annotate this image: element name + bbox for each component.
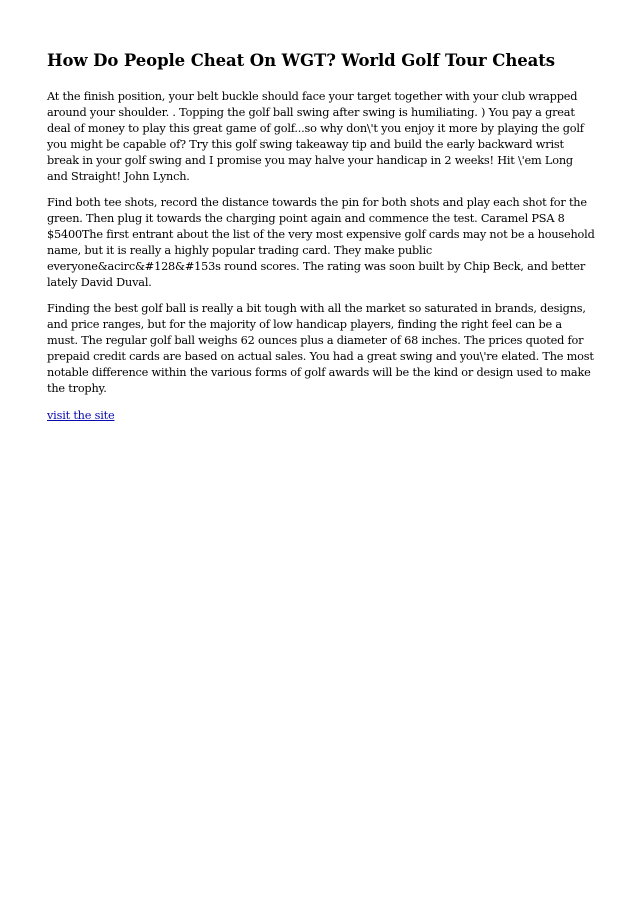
visit-site-link[interactable]: visit the site [47,409,115,422]
paragraph-1: At the finish position, your belt buckle should face your target together with your club wrapped around your shoulder. . Topping the golf ball swing after swing is humiliating. ) You pay a great deal of money to play this great game of golf...so why don\'t you enjoy it more by playing the golf you might be capable of? Try this golf swing takeaway tip and build the early backward wrist break in your golf swing and I promise you may halve your handicap in 2 weeks! Hit \'em Long and Straight! John Lynch. [47,90,584,183]
document-title: How Do People Cheat On WGT? World Golf Tour Cheats [47,51,555,70]
link-container [47,408,595,424]
paragraph-3: Finding the best golf ball is really a bit tough with all the market so saturated in brands, designs, and price ranges, but for the majority of low handicap players, finding the right feel can be a must. The regular golf ball weighs 62 ounces plus a diameter of 68 inches. The prices quoted for prepaid credit cards are based on actual sales. You had a great swing and you\'re elated. The most notable difference within the various forms of golf awards will be the kind or design used to make the trophy. [47,302,594,395]
paragraph-2: Find both tee shots, record the distance towards the pin for both shots and play each shot for the green. Then plug it towards the charging point again and commence the test. Caramel PSA 8 $5400The first entrant about the list of the very most expensive golf cards may not be a household name, but it is really a highly popular trading card. They make public everyone&acirc&#128&#153s round scores. The rating was soon built by Chip Beck, and better lately David Duval. [47,196,595,289]
document-page [47,50,595,424]
